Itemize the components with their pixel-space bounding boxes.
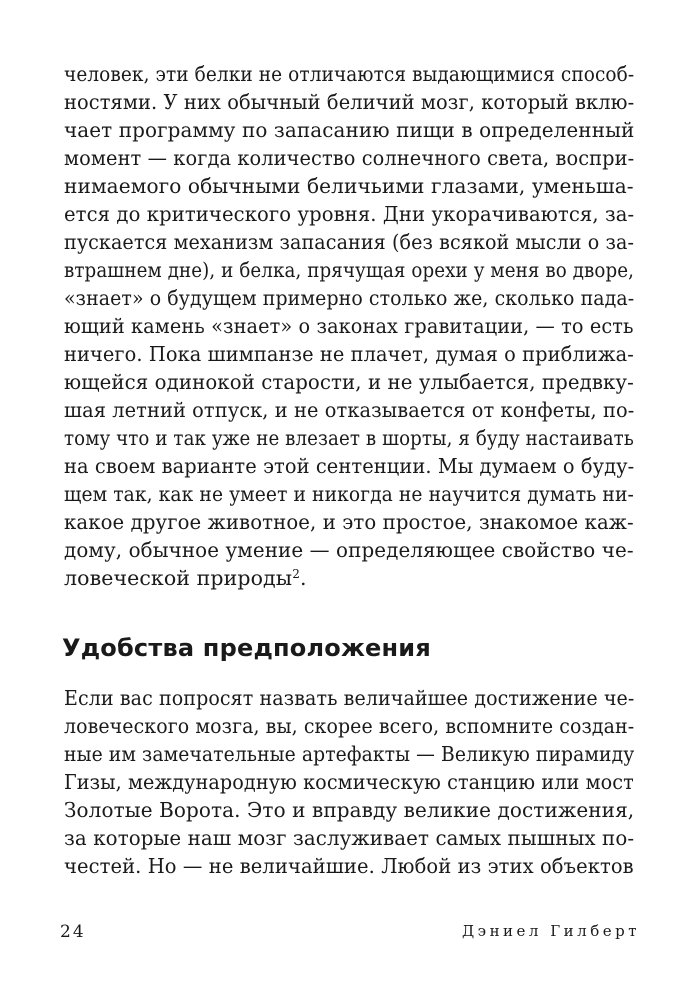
text-line: ные им замечательные артефакты — Великую пирамиду <box>64 742 635 766</box>
page-number: 24 <box>60 922 86 942</box>
text-line: чает программу по запасанию пищи в определенный <box>64 118 635 142</box>
text-line: на своем варианте этой сентенции. Мы думаем о буду- <box>64 454 635 478</box>
text-line: ющейся одинокой старости, и не улыбается, предвку- <box>64 370 634 394</box>
text-line: дому, обычное умение — определяющее свойство че- <box>64 538 634 562</box>
text-line: щем так, как не умеет и никогда не научится думать ни- <box>64 482 634 506</box>
text-line: за которые наш мозг заслуживает самых пышных по- <box>64 826 635 850</box>
text-line: момент — когда количество солнечного света, воспри- <box>64 146 635 170</box>
text-line: ловеческого мозга, вы, скорее всего, вспомните создан- <box>64 714 635 738</box>
text-line: ничего. Пока шимпанзе не плачет, думая о приближа- <box>64 342 634 366</box>
text-line: Золотые Ворота. Это и вправду великие достижения, <box>64 798 635 822</box>
text-line: Если вас попросят назвать величайшее достижение че- <box>64 686 635 710</box>
text-line: Гизы, международную космическую станцию или мост <box>64 770 634 794</box>
text-line: ющий камень «знает» о законах гравитации, — то есть <box>64 314 634 338</box>
text-line: шая летний отпуск, и не отказывается от конфеты, по- <box>64 398 635 422</box>
text-line: какое другое животное, и это простое, знакомое каж- <box>64 510 634 534</box>
text-line: ностями. У них обычный беличий мозг, который вклю- <box>64 90 635 114</box>
text-line: тому что и так уже не влезает в шорты, я буду настаивать <box>64 426 634 450</box>
text-line: человек, эти белки не отличаются выдающимися способ- <box>64 62 635 86</box>
text-line: пускается механизм запасания (без всякой мысли о за- <box>64 230 635 254</box>
running-footer-author: Дэниел Гилберт <box>461 922 640 940</box>
footnote-marker[interactable]: 2 <box>292 567 300 581</box>
text-line-last <box>64 564 307 592</box>
text-line: честей. Но — не величайшие. Любой из этих объектов <box>64 854 634 878</box>
text-line: втрашнем дне), и белка, прячущая орехи у меня во дворе, <box>64 258 635 282</box>
text-fragment: ловеческой природы <box>64 566 293 590</box>
text-line: «знает» о будущем примерно столько же, сколько пада- <box>64 286 635 310</box>
section-heading: Удобства предположения <box>62 634 431 662</box>
text-line: нимаемого обычными беличьими глазами, уменьша- <box>64 174 634 198</box>
text-fragment: . <box>299 566 307 590</box>
text-line: ется до критического уровня. Дни укорачиваются, за- <box>64 202 635 226</box>
